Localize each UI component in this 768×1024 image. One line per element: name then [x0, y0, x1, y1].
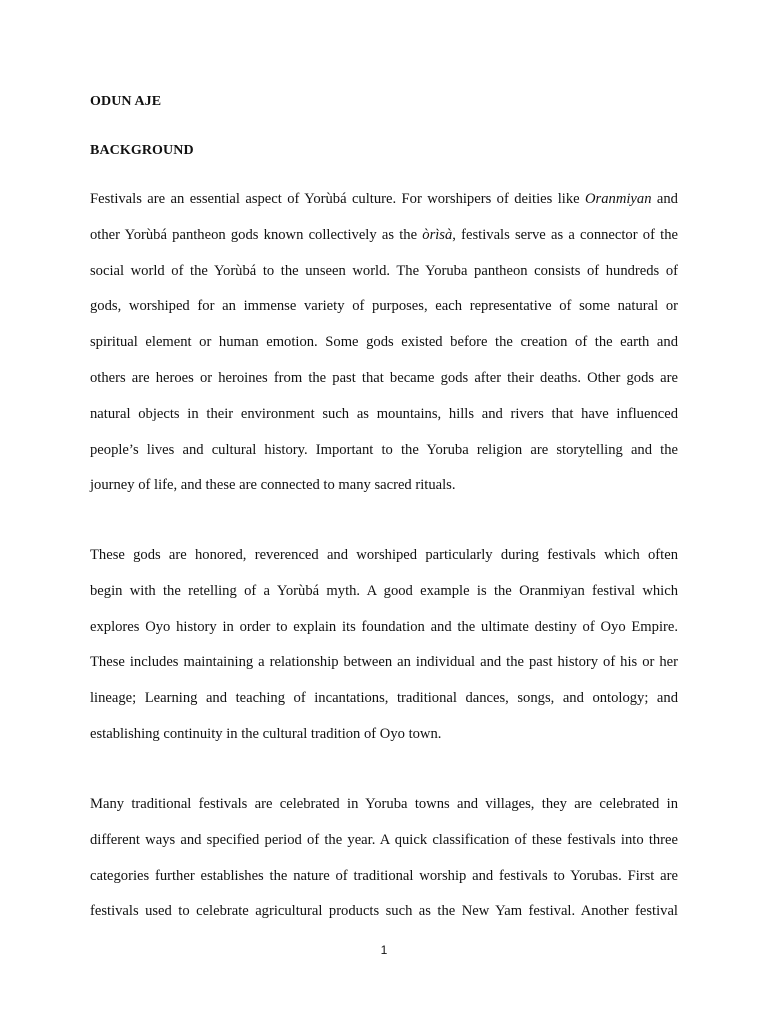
text-line	[90, 645, 678, 681]
text-segment: social world of the Yorùbá to the unseen world. The Yoruba pantheon consists of hundreds of	[90, 262, 678, 279]
italic-term: òrìsà	[422, 226, 453, 243]
text-segment: and	[651, 191, 678, 207]
text-line	[90, 787, 678, 823]
paragraph	[90, 538, 678, 753]
text-segment: explores Oyo history in order to explain its foundation and the ultimate destiny of Oyo Empire.	[90, 618, 678, 635]
text-segment: spiritual element or human emotion. Some gods existed before the creation of the earth and	[90, 334, 678, 351]
text-segment: These gods are honored, reverenced and worshiped particularly during festivals which often	[90, 547, 678, 563]
text-line	[90, 610, 678, 646]
text-line	[90, 289, 678, 325]
text-segment: people’s lives and cultural history. Important to the Yoruba religion are storytelling and the	[90, 441, 678, 458]
document-title: ODUN AJE	[90, 94, 162, 109]
text-segment: establishing continuity in the cultural tradition of Oyo town.	[90, 725, 442, 742]
text-line	[90, 681, 678, 717]
text-segment: journey of life, and these are connected to many sacred rituals.	[90, 477, 456, 494]
page-number: 1	[380, 943, 388, 957]
text-line	[90, 254, 678, 290]
text-segment: , festivals serve as a connector of the	[452, 226, 678, 243]
text-line	[90, 894, 678, 930]
text-segment: Many traditional festivals are celebrated in Yoruba towns and villages, they are celebrated in	[90, 796, 678, 812]
text-line	[90, 823, 678, 859]
text-line	[90, 574, 678, 610]
text-segment: others are heroes or heroines from the past that became gods after their deaths. Other gods are	[90, 369, 678, 386]
text-line	[90, 182, 678, 218]
text-line	[90, 433, 678, 469]
text-line	[90, 325, 678, 361]
text-segment: begin with the retelling of a Yorùbá myth. A good example is the Oranmiyan festival which	[90, 582, 678, 599]
text-line	[90, 218, 678, 254]
text-line	[90, 397, 678, 433]
text-line	[90, 361, 678, 397]
text-line	[90, 859, 678, 895]
text-line	[90, 538, 678, 574]
paragraph	[90, 787, 678, 930]
text-segment: festivals used to celebrate agricultural products such as the New Yam festival. Another festival	[90, 903, 678, 920]
text-segment: categories further establishes the nature of traditional worship and festivals to Yorubas. First are	[90, 867, 678, 884]
text-segment: other Yorùbá pantheon gods known collectively as the	[90, 226, 423, 243]
text-segment: Festivals are an essential aspect of Yorùbá culture. For worshipers of deities like	[90, 191, 586, 207]
text-segment: gods, worshiped for an immense variety of purposes, each representative of some natural or	[90, 298, 678, 315]
text-segment: These includes maintaining a relationship between an individual and the past history of his or her	[90, 654, 678, 671]
italic-term: Oranmiyan	[585, 191, 652, 207]
section-heading: BACKGROUND	[90, 143, 194, 158]
text-segment: lineage; Learning and teaching of incantations, traditional dances, songs, and ontology; and	[90, 690, 678, 707]
text-line	[90, 468, 678, 504]
text-line	[90, 717, 678, 753]
text-segment: natural objects in their environment such as mountains, hills and rivers that have influenced	[90, 405, 678, 422]
text-segment: different ways and specified period of the year. A quick classification of these festivals into three	[90, 831, 678, 848]
paragraph	[90, 182, 678, 504]
